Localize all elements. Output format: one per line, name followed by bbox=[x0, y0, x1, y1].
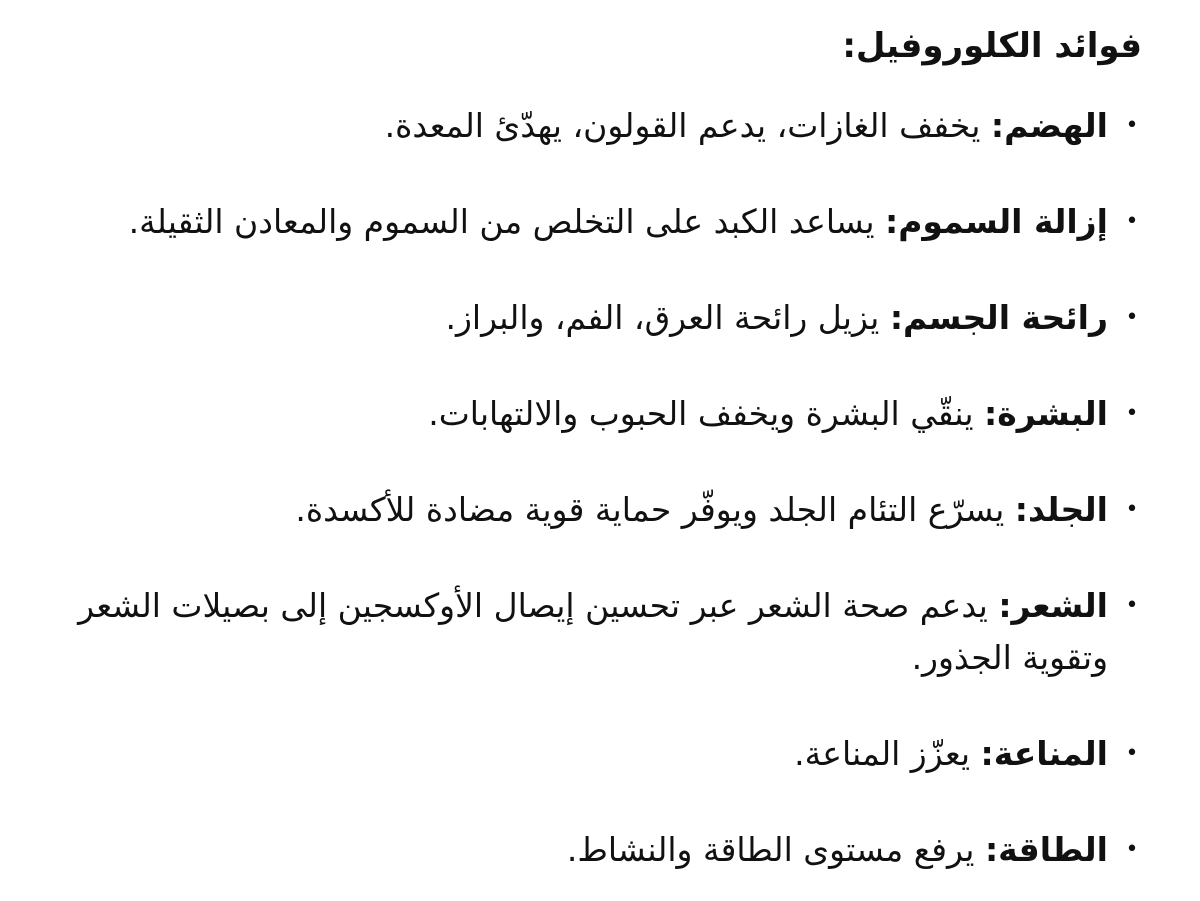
item-term: المناعة: bbox=[980, 734, 1108, 773]
benefits-list bbox=[60, 100, 1142, 876]
item-term: البشرة: bbox=[984, 394, 1108, 433]
item-term: إزالة السموم: bbox=[885, 202, 1108, 241]
bullet-icon: • bbox=[1125, 497, 1139, 522]
bullet-icon: • bbox=[1125, 401, 1139, 426]
bullet-icon: • bbox=[1125, 305, 1139, 330]
item-text: يدعم صحة الشعر عبر تحسين إيصال الأوكسجين إلى بصيلات الشعر وتقوية الجذور. bbox=[78, 586, 1108, 677]
item-term: الجلد: bbox=[1014, 490, 1108, 529]
item-text: يرفع مستوى الطاقة والنشاط. bbox=[566, 830, 985, 869]
list-item-energy bbox=[60, 824, 1142, 876]
item-text: يخفف الغازات، يدعم القولون، يهدّئ المعدة. bbox=[384, 106, 991, 145]
list-item-body-odor bbox=[60, 292, 1142, 344]
item-term: الهضم: bbox=[990, 106, 1108, 145]
bullet-icon: • bbox=[1125, 593, 1139, 618]
item-term: الشعر: bbox=[998, 586, 1108, 625]
item-text: يعزّز المناعة. bbox=[794, 734, 981, 773]
item-text: يسرّع التئام الجلد ويوفّر حماية قوية مضادة للأكسدة. bbox=[295, 490, 1015, 529]
bullet-icon: • bbox=[1125, 741, 1139, 766]
list-item-complexion bbox=[60, 388, 1142, 440]
list-item-digestion bbox=[60, 100, 1142, 152]
list-item-hair bbox=[60, 580, 1142, 684]
item-text: يساعد الكبد على التخلص من السموم والمعادن الثقيلة. bbox=[128, 202, 885, 241]
item-text: يزيل رائحة العرق، الفم، والبراز. bbox=[445, 298, 890, 337]
list-item-skin bbox=[60, 484, 1142, 536]
item-term: الطاقة: bbox=[984, 830, 1108, 869]
document-title: فوائد الكلوروفيل: bbox=[842, 26, 1142, 66]
list-item-detox bbox=[60, 196, 1142, 248]
bullet-icon: • bbox=[1125, 113, 1139, 138]
item-text: ينقّي البشرة ويخفف الحبوب والالتهابات. bbox=[428, 394, 985, 433]
item-term: رائحة الجسم: bbox=[889, 298, 1108, 337]
bullet-icon: • bbox=[1125, 209, 1139, 234]
bullet-icon: • bbox=[1125, 837, 1139, 862]
list-item-immunity bbox=[60, 728, 1142, 780]
